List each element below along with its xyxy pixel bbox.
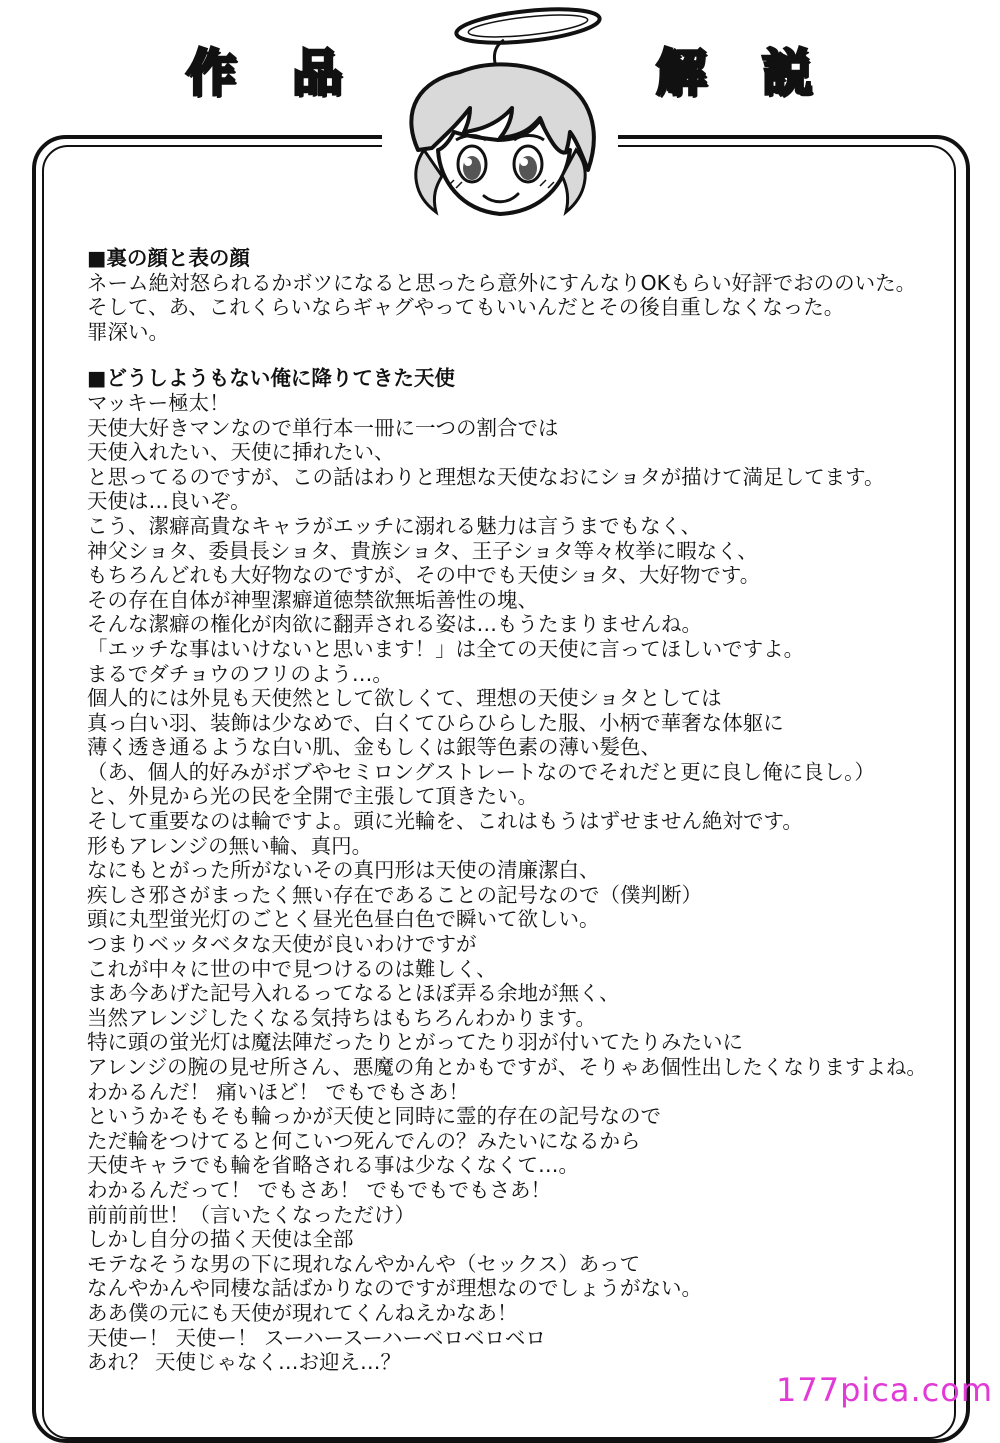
text-line: マッキー極太！ (87, 390, 230, 415)
watermark: 177pica.com (776, 1371, 993, 1409)
text-line: 前前前世！（言いたくなっただけ） (87, 1202, 415, 1227)
text-line: こう、潔癖高貴なキャラがエッチに溺れる魅力は言うまでもなく、 (87, 513, 702, 538)
text-line: もちろんどれも大好物なのですが、その中でも天使ショタ、大好物です。 (87, 563, 761, 588)
text-line: 頭に丸型蛍光灯のごとく昼光色昼白色で瞬いて欲しい。 (87, 907, 600, 932)
text-line: 形もアレンジの無い輪、真円。 (87, 833, 373, 858)
text-line: わかるんだって！ でもさあ！ でもでもでもさあ！ (87, 1177, 552, 1202)
text-line: 天使は…良いぞ。 (87, 489, 251, 514)
text-line: そんな潔癖の権化が肉欲に翻弄される姿は…もうたまりませんね。 (87, 612, 702, 637)
text-line: モテなそうな男の下に現れなんやかんや（セックス）あって (87, 1251, 641, 1276)
text-line: あれ？ 天使じゃなく…お迎え…？ (87, 1350, 402, 1375)
text-line: と、外見から光の民を全開で主張して頂きたい。 (87, 784, 538, 809)
title-char-1: 作 (186, 44, 236, 102)
title-char-2: 品 (292, 44, 342, 102)
text-line: その存在自体が神聖潔癖道徳禁欲無垢善性の塊、 (87, 587, 538, 612)
text-line: まるでダチョウのフリのよう…。 (87, 661, 393, 686)
text-line: ああ僕の元にも天使が現れてくんねえかなあ！ (87, 1300, 518, 1325)
text-line: 天使入れたい、天使に挿れたい、 (87, 440, 395, 465)
text-line: つまりベッタベタな天使が良いわけですが (87, 932, 477, 957)
text-line: 真っ白い羽、装飾は少なめで、白くてひらひらした服、小柄で華奢な体躯に (87, 710, 784, 735)
text-line: なにもとがった所がないその真円形は天使の清廉潔白、 (87, 858, 600, 883)
text-line: 罪深い。 (87, 319, 169, 344)
text-line: ただ輪をつけてると何こいつ死んでんの？みたいになるから (87, 1128, 641, 1153)
text-line: 天使大好きマンなので単行本一冊に一つの割合では (87, 415, 559, 440)
title-char-4: 説 (762, 44, 812, 102)
text-line: アレンジの腕の見せ所さん、悪魔の角とかもですが、そりゃあ個性出したくなりますよね。 (87, 1055, 927, 1079)
text-line: わかるんだ！ 痛いほど！ でもでもさあ！ (87, 1079, 470, 1104)
text-line: 疾しさ邪さがまったく無い存在であることの記号なので（僕判断） (87, 882, 702, 907)
title-char-3: 解 (656, 44, 706, 102)
text-line: 「エッチな事はいけないと思います！」は全ての天使に言ってほしいですよ。 (87, 636, 805, 661)
section-heading-2: ■どうしようもない俺に降りてきた天使 (87, 366, 455, 391)
text-line: しかし自分の描く天使は全部 (87, 1227, 354, 1252)
text-line: ネーム絶対怒られるかボツになると思ったら意外にすんなりOKもらい好評でおののいた。 (87, 270, 917, 295)
text-line: と思ってるのですが、この話はわりと理想な天使なおにショタが描けて満足してます。 (87, 464, 885, 489)
text-line: なんやかんや同棲な話ばかりなのですが理想なのでしょうがない。 (87, 1276, 702, 1301)
section-heading-1: ■裏の顔と表の顔 (87, 246, 250, 270)
angel-boy-face-icon (380, 0, 620, 240)
text-line: まあ今あげた記号入れるってなるとほぼ弄る余地が無く、 (87, 981, 620, 1006)
text-line: そして重要なのは輪ですよ。頭に光輪を、これはもうはずせません絶対です。 (87, 809, 803, 834)
commentary-text (87, 246, 947, 1375)
text-line: 個人的には外見も天使然として欲しくて、理想の天使ショタとしては (87, 686, 722, 711)
text-line: そして、あ、これくらいならギャグやってもいいんだとその後自重しなくなった。 (87, 295, 845, 320)
text-line: 天使キャラでも輪を省略される事は少なくなくて…。 (87, 1153, 579, 1178)
text-line: 神父ショタ、委員長ショタ、貴族ショタ、王子ショタ等々枚挙に暇なく、 (87, 538, 758, 563)
text-line: 薄く透き通るような白い肌、金もしくは銀等色素の薄い髪色、 (87, 735, 661, 760)
text-line: 天使ー！ 天使ー！ スーハースーハーベロベロベロ (87, 1325, 546, 1350)
text-line: これが中々に世の中で見つけるのは難しく、 (87, 956, 497, 981)
text-line: というかそもそも輪っかが天使と同時に霊的存在の記号なので (87, 1104, 661, 1129)
text-line: （あ、個人的好みがボブやセミロングストレートなのでそれだと更に良し俺に良し。） (87, 759, 875, 784)
section-gap (87, 344, 947, 366)
text-line: 当然アレンジしたくなる気持ちはもちろんわかります。 (87, 1005, 597, 1030)
text-line: 特に頭の蛍光灯は魔法陣だったりとがってたり羽が付いてたりみたいに (87, 1030, 743, 1055)
